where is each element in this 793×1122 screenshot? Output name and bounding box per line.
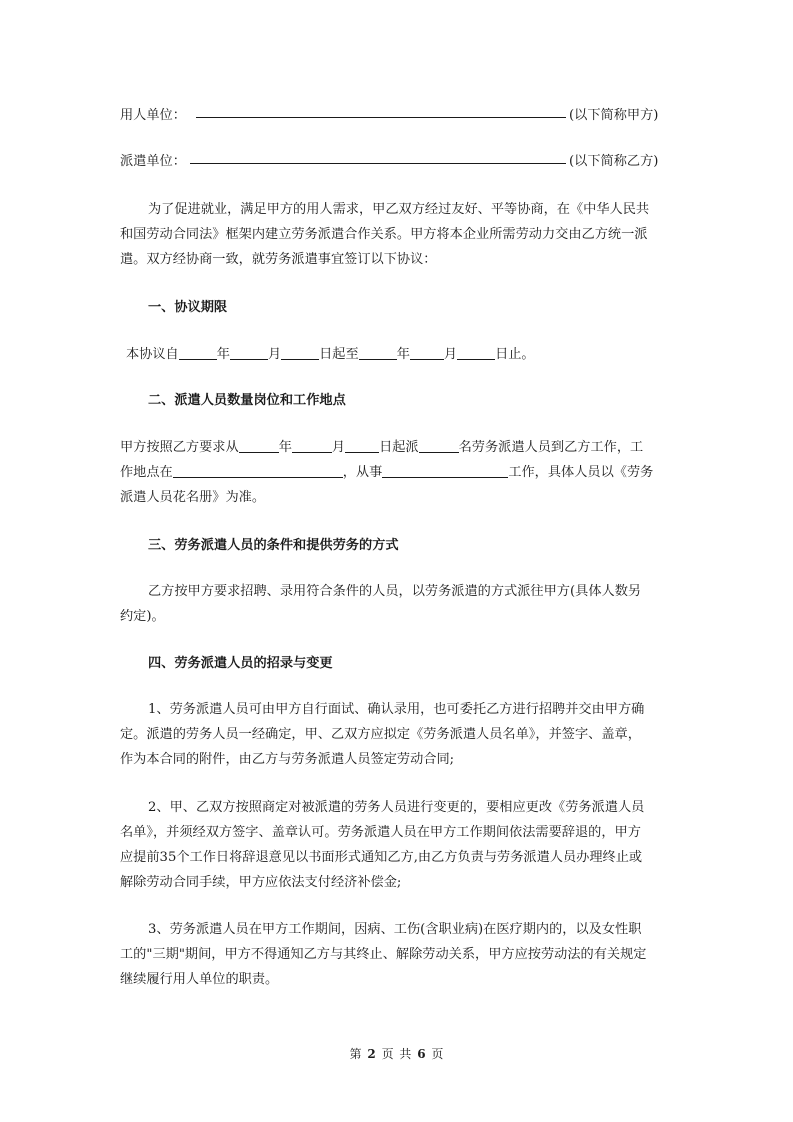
total-pages-number: 6 <box>417 1047 426 1061</box>
footer-middle: 页 共 <box>381 1047 412 1061</box>
period-text-from: 本协议自 <box>126 347 179 362</box>
dispatch-text-year: 年 <box>278 440 292 455</box>
clause-3-line-2: 工的"三期"期间，甲方不得通知乙方与其终止、解除劳动关系，甲方应按劳动法的有关规定 <box>120 947 647 962</box>
footer-suffix: 页 <box>431 1047 444 1061</box>
clause-3-line-1: 3、劳务派遣人员在甲方工作期间，因病、工伤(含职业病)在医疗期内的，以及女性职 <box>148 922 642 937</box>
dispatcher-label: 派遣单位： <box>120 154 186 169</box>
intro-line-2: 和国劳动合同法》框架内建立劳务派遣合作关系。甲方将本企业所需劳动力交由乙方统一派 <box>120 227 648 242</box>
workplace-text: 作地点在 <box>120 465 173 480</box>
job-blank[interactable] <box>382 464 508 478</box>
dispatcher-field-row <box>120 150 186 169</box>
start-day-blank[interactable] <box>281 346 319 360</box>
section4-heading: 四、劳务派遣人员的招录与变更 <box>148 656 333 671</box>
clause-1-line-1: 1、劳务派遣人员可由甲方自行面试、确认录用，也可委托乙方进行招聘并交由甲方确 <box>148 702 645 717</box>
dispatch-year-blank[interactable] <box>239 439 279 453</box>
dispatch-line-1 <box>120 436 643 455</box>
dispatch-text-day: 日起派 <box>379 440 419 455</box>
clause-2-line-3: 应提前35个工作日将辞退意见以书面形式通知乙方,由乙方负责与劳务派遣人员办理终止或 <box>120 850 643 865</box>
agreement-period-line <box>126 343 535 362</box>
period-text-month: 月 <box>267 347 282 362</box>
page-footer <box>0 1045 793 1062</box>
workplace-blank[interactable] <box>173 464 343 478</box>
employer-label: 用人单位： <box>120 108 186 123</box>
dispatcher-suffix: (以下简称乙方) <box>569 154 659 169</box>
footer-prefix: 第 <box>349 1047 362 1061</box>
dispatch-text-month: 月 <box>331 440 346 455</box>
period-text-year-2: 年 <box>396 347 410 362</box>
clause-2-line-1: 2、甲、乙双方按照商定对被派遣的劳务人员进行变更的，要相应更改《劳务派遣人员 <box>148 800 645 815</box>
start-month-blank[interactable] <box>230 346 268 360</box>
dispatch-count-blank[interactable] <box>419 439 459 453</box>
period-text-end: 日止。 <box>495 347 535 362</box>
current-page-number: 2 <box>367 1047 376 1061</box>
section3-heading: 三、劳务派遣人员的条件和提供劳务的方式 <box>148 538 399 553</box>
clause-2-line-2: 名单》，并须经双方签字、盖章认可。劳务派遣人员在甲方工作期间依法需要辞退的，甲方 <box>120 825 641 840</box>
clause-1-line-3: 作为本合同的附件，由乙方与劳务派遣人员签定劳动合同; <box>120 752 455 767</box>
dispatch-month-blank[interactable] <box>292 439 332 453</box>
section3-line-1: 乙方按甲方要求招聘、录用符合条件的人员，以劳务派遣的方式派往甲方(具体人数另 <box>148 584 642 599</box>
job-text: ，从事 <box>342 465 383 480</box>
dispatch-text-from: 甲方按照乙方要求从 <box>120 440 239 455</box>
employer-blank[interactable] <box>196 104 566 118</box>
start-year-blank[interactable] <box>179 346 217 360</box>
dispatch-day-blank[interactable] <box>345 439 379 453</box>
dispatch-text-count: 名劳务派遣人员到乙方工作，工 <box>458 440 644 455</box>
section1-heading: 一、协议期限 <box>148 300 228 315</box>
end-year-blank[interactable] <box>359 346 397 360</box>
period-text-until: 日起至 <box>319 347 359 362</box>
section3-line-2: 约定)。 <box>120 609 165 624</box>
dispatch-line-2 <box>120 461 653 480</box>
intro-line-3: 遣。双方经协商一致，就劳务派遣事宜签订以下协议： <box>120 252 437 267</box>
dispatcher-blank[interactable] <box>190 150 566 164</box>
period-text-month-2: 月 <box>443 347 458 362</box>
employer-suffix: (以下简称甲方) <box>569 108 659 123</box>
roster-text: 工作，具体人员以《劳务 <box>508 465 654 480</box>
clause-2-line-4: 解除劳动合同手续，甲方应依法支付经济补偿金; <box>120 875 402 890</box>
clause-1-line-2: 定。派遣的劳务人员一经确定，甲、乙双方应拟定《劳务派遣人员名单》，并签字、盖章， <box>120 727 641 742</box>
end-month-blank[interactable] <box>410 346 444 360</box>
end-day-blank[interactable] <box>457 346 495 360</box>
employer-field-row <box>120 104 186 123</box>
dispatch-line-3: 派遣人员花名册》为准。 <box>120 490 266 505</box>
clause-3-line-3: 继续履行用人单位的职责。 <box>120 972 279 987</box>
period-text-year: 年 <box>216 347 230 362</box>
intro-line-1: 为了促进就业，满足甲方的用人需求，甲乙双方经过友好、平等协商，在《中华人民共 <box>148 202 650 217</box>
section2-heading: 二、派遣人员数量岗位和工作地点 <box>148 393 346 408</box>
